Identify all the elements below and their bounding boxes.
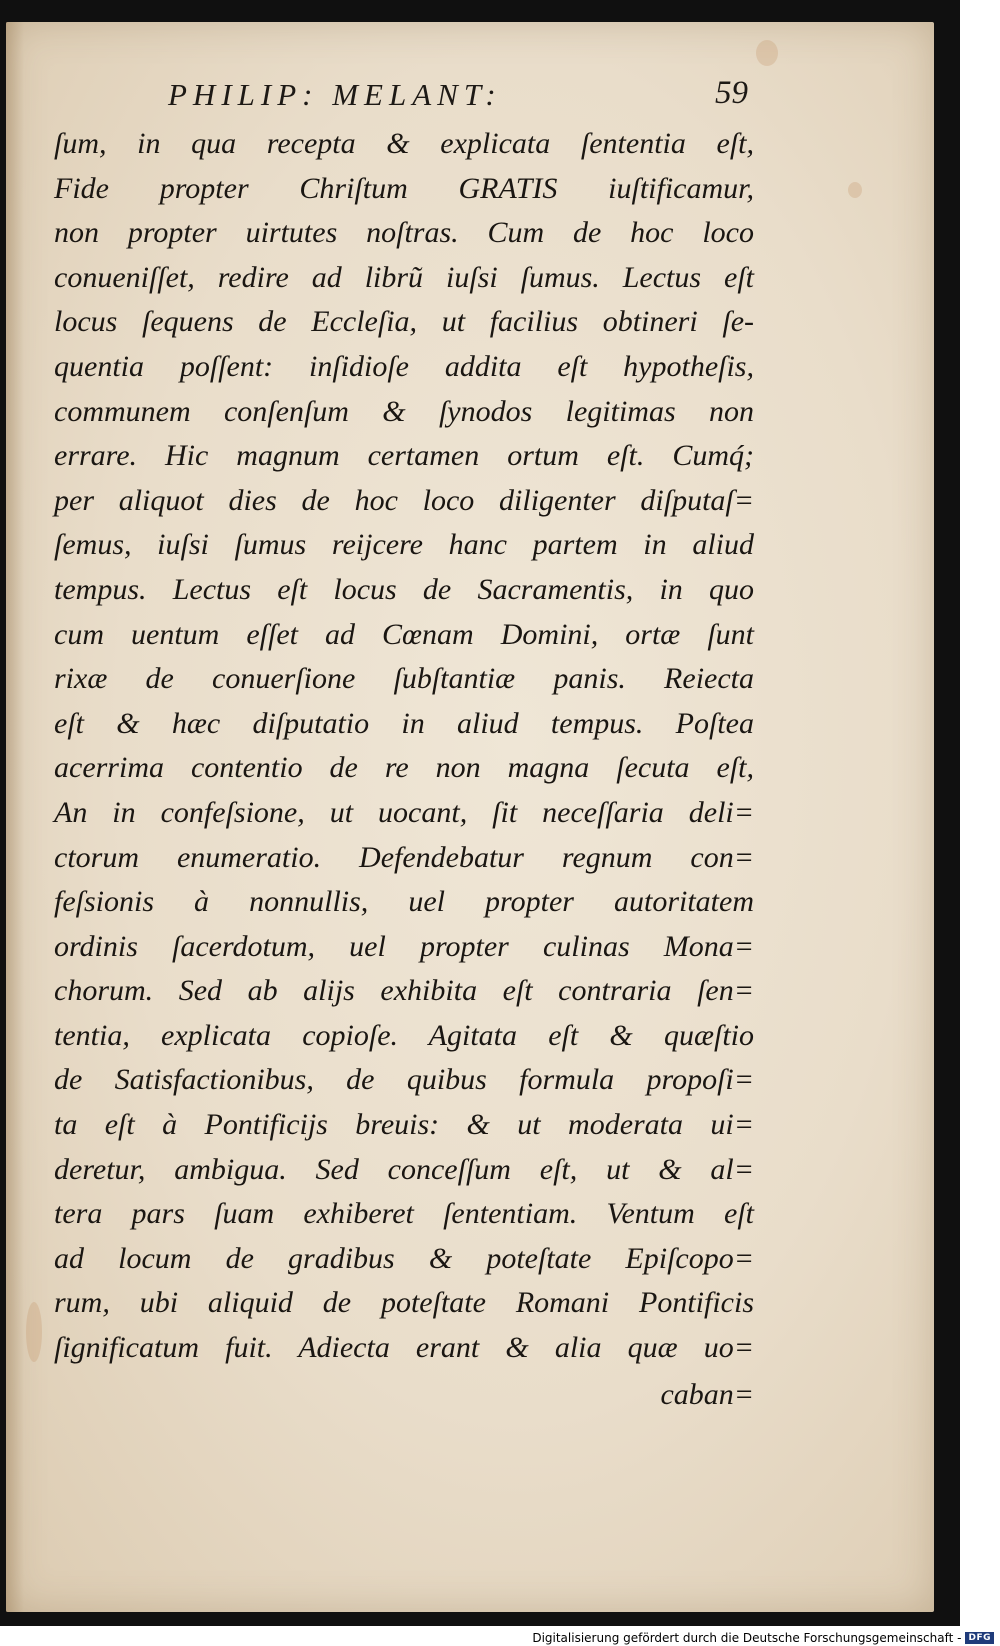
text-line: locus ſequens de Eccleſia, ut facilius obtineri ſe- <box>54 305 754 339</box>
text-line: conueniſſet, redire ad librũ iuſsi ſumus. Lectus eſt <box>54 260 754 294</box>
catchword: caban= <box>660 1377 754 1411</box>
text-line: rixæ de conuerſione ſubſtantiæ panis. Reiecta <box>54 662 754 696</box>
text-line: ad locum de gradibus & poteſtate Epiſcopo= <box>54 1241 754 1275</box>
body-text <box>54 122 754 1417</box>
text-line: acerrima contentio de re non magna ſecuta eſt, <box>54 751 754 785</box>
text-line: cum uentum eſſet ad Cœnam Domini, ortæ ſunt <box>54 617 754 651</box>
dfg-logo: DFG <box>965 1632 994 1644</box>
text-line: eſt & hæc diſputatio in aliud tempus. Poſtea <box>54 706 754 740</box>
text-line: Fide propter Chriſtum GRATIS iuſtificamur, <box>54 171 754 205</box>
page-header <box>168 77 748 121</box>
text-line: quentia poſſent: inſidioſe addita eſt hypotheſis, <box>54 349 754 383</box>
text-line: communem conſenſum & ſynodos legitimas non <box>54 394 754 428</box>
text-line: non propter uirtutes noſtras. Cum de hoc loco <box>54 216 754 250</box>
text-line: An in confeſsione, ut uocant, ſit neceſſaria deli= <box>54 795 754 829</box>
page-number: 59 <box>715 75 748 111</box>
text-line: per aliquot dies de hoc loco diligenter diſputaſ= <box>54 483 754 517</box>
text-line: deretur, ambigua. Sed conceſſum eſt, ut & al= <box>54 1152 754 1186</box>
text-line: tentia, explicata copioſe. Agitata eſt & quæſtio <box>54 1018 754 1052</box>
text-line: tempus. Lectus eſt locus de Sacramentis, in quo <box>54 572 754 606</box>
text-line: ctorum enumeratio. Defendebatur regnum con= <box>54 840 754 874</box>
book-page <box>6 22 934 1612</box>
text-line: chorum. Sed ab alijs exhibita eſt contraria ſen= <box>54 974 754 1008</box>
paper-stain <box>756 40 778 66</box>
text-line: ſignificatum fuit. Adiecta erant & alia quæ uo= <box>54 1331 754 1365</box>
digitization-credit <box>532 1631 994 1645</box>
text-line: feſsionis à nonnullis, uel propter autoritatem <box>54 885 754 919</box>
text-line: ſum, in qua recepta & explicata ſententia eſt, <box>54 127 754 160</box>
text-line: rum, ubi aliquid de poteſtate Romani Pontificis <box>54 1286 754 1320</box>
text-line: ordinis ſacerdotum, uel propter culinas Mona= <box>54 929 754 963</box>
text-line: errare. Hic magnum certamen ortum eſt. Cumq́; <box>54 439 754 473</box>
text-line: de Satisfactionibus, de quibus formula propoſi= <box>54 1063 754 1097</box>
paper-stain <box>848 182 862 198</box>
page-edge-shadow <box>6 22 24 1612</box>
text-line: ſemus, iuſsi ſumus reijcere hanc partem in aliud <box>54 528 754 562</box>
text-line: tera pars ſuam exhiberet ſententiam. Ventum eſt <box>54 1197 754 1231</box>
paper-stain <box>26 1302 42 1362</box>
running-head: PHILIP: MELANT: <box>168 77 502 112</box>
text-line: ta eſt à Pontificijs breuis: & ut moderata ui= <box>54 1108 754 1142</box>
credit-text: Digitalisierung gefördert durch die Deutsche Forschungsgemeinschaft - <box>532 1631 962 1645</box>
